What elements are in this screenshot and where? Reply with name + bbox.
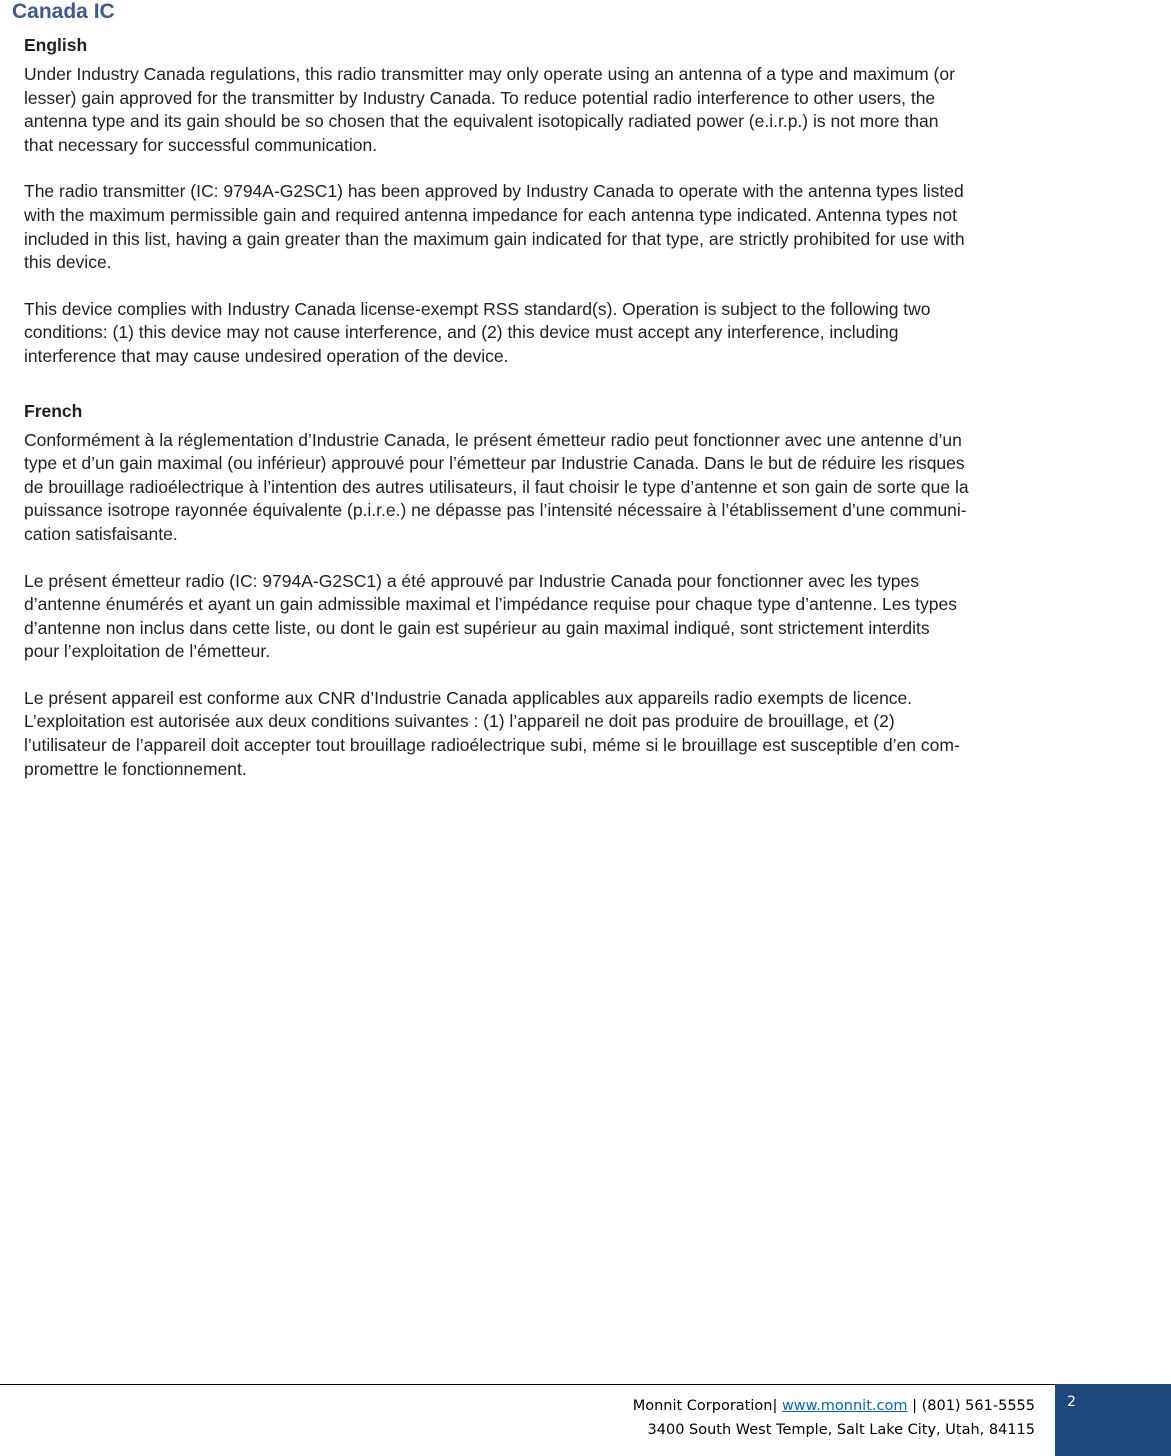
page-number-box xyxy=(1055,1384,1171,1456)
text-line: conditions: (1) this device may not cause interference, and (2) this device must accept any interference, including xyxy=(24,322,899,343)
french-paragraph-3 xyxy=(24,687,1154,781)
text-line: antenna type and its gain should be so chosen that the equivalent isotopically radiated power (e.i.r.p.) is not more than xyxy=(24,111,939,132)
english-paragraph-2 xyxy=(24,180,1154,274)
footer-contact xyxy=(633,1394,1035,1442)
text-line: lesser) gain approved for the transmitter by Industry Canada. To reduce potential radio interference to other users, the xyxy=(24,87,936,108)
text-line: d’antenne non inclus dans cette liste, ou dont le gain est supérieur au gain maximal indiqué, sont strictement interdits xyxy=(24,617,930,638)
text-line: that necessary for successful communication. xyxy=(24,134,378,155)
text-line: with the maximum permissible gain and required antenna impedance for each antenna type indicated. Antenna types not xyxy=(24,204,957,225)
french-heading: French xyxy=(24,400,83,421)
text-line: Le présent appareil est conforme aux CNR d’Industrie Canada applicables aux appareils radio exempts de licence. xyxy=(24,687,913,708)
page-number: 2 xyxy=(1067,1394,1076,1410)
text-line: type et d’un gain maximal (ou inférieur) approuvé pour l’émetteur par Industrie Canada. Dans le but de réduire les risques xyxy=(24,453,965,474)
page-title: Canada IC xyxy=(12,0,115,23)
text-line: Conformément à la réglementation d’Industrie Canada, le présent émetteur radio peut fonctionner avec une antenne d’un xyxy=(24,429,962,450)
footer-divider xyxy=(0,1384,1171,1385)
text-line: L’exploitation est autorisée aux deux conditions suivantes : (1) l’appareil ne doit pas produire de brouillage, et (2) xyxy=(24,711,895,732)
text-line: l’utilisateur de l’appareil doit accepter tout brouillage radioélectrique subi, méme si le brouillage est susceptible d’en com- xyxy=(24,735,960,756)
english-heading: English xyxy=(24,35,88,55)
text-line: cation satisfaisante. xyxy=(24,523,178,544)
text-line: This device complies with Industry Canada license-exempt RSS standard(s). Operation is subject to the following two xyxy=(24,298,931,319)
text-line: Le présent émetteur radio (IC: 9794A-G2SC1) a été approuvé par Industrie Canada pour fonctionner avec les types xyxy=(24,570,919,591)
text-line: d’antenne énumérés et ayant un gain admissible maximal et l’impédance requise pour chaque type d’antenne. Les types xyxy=(24,594,957,615)
text-line: interference that may cause undesired operation of the device. xyxy=(24,345,509,366)
footer-address: 3400 South West Temple, Salt Lake City, Utah, 84115 xyxy=(647,1422,1035,1438)
french-paragraph-1 xyxy=(24,429,1154,547)
english-paragraph-3 xyxy=(24,298,1154,369)
footer-line-1 xyxy=(633,1394,1035,1418)
text-line: promettre le fonctionnement. xyxy=(24,758,247,779)
text-line: The radio transmitter (IC: 9794A-G2SC1) has been approved by Industry Canada to operate with the antenna types listed xyxy=(24,181,964,202)
website-link[interactable]: www.monnit.com xyxy=(781,1398,908,1414)
phone-number: | (801) 561-5555 xyxy=(912,1398,1035,1414)
text-line: this device. xyxy=(24,252,112,273)
french-paragraph-2 xyxy=(24,570,1154,664)
document-body xyxy=(24,34,1154,781)
english-paragraph-1 xyxy=(24,63,1154,157)
company-name: Monnit Corporation| xyxy=(632,1398,778,1414)
text-line: puissance isotrope rayonnée équivalente (p.i.r.e.) ne dépasse pas l’intensité nécessaire à l’établissement d’une communi- xyxy=(24,500,967,521)
text-line: pour l’exploitation de l’émetteur. xyxy=(24,641,271,662)
text-line: included in this list, having a gain greater than the maximum gain indicated for that type, are strictly prohibited for use with xyxy=(24,228,965,249)
text-line: Under Industry Canada regulations, this radio transmitter may only operate using an antenna of a type and maximum (or xyxy=(24,64,955,84)
text-line: de brouillage radioélectrique à l’intention des autres utilisateurs, il faut choisir le type d’antenne et son gain de sorte que la xyxy=(24,476,969,497)
